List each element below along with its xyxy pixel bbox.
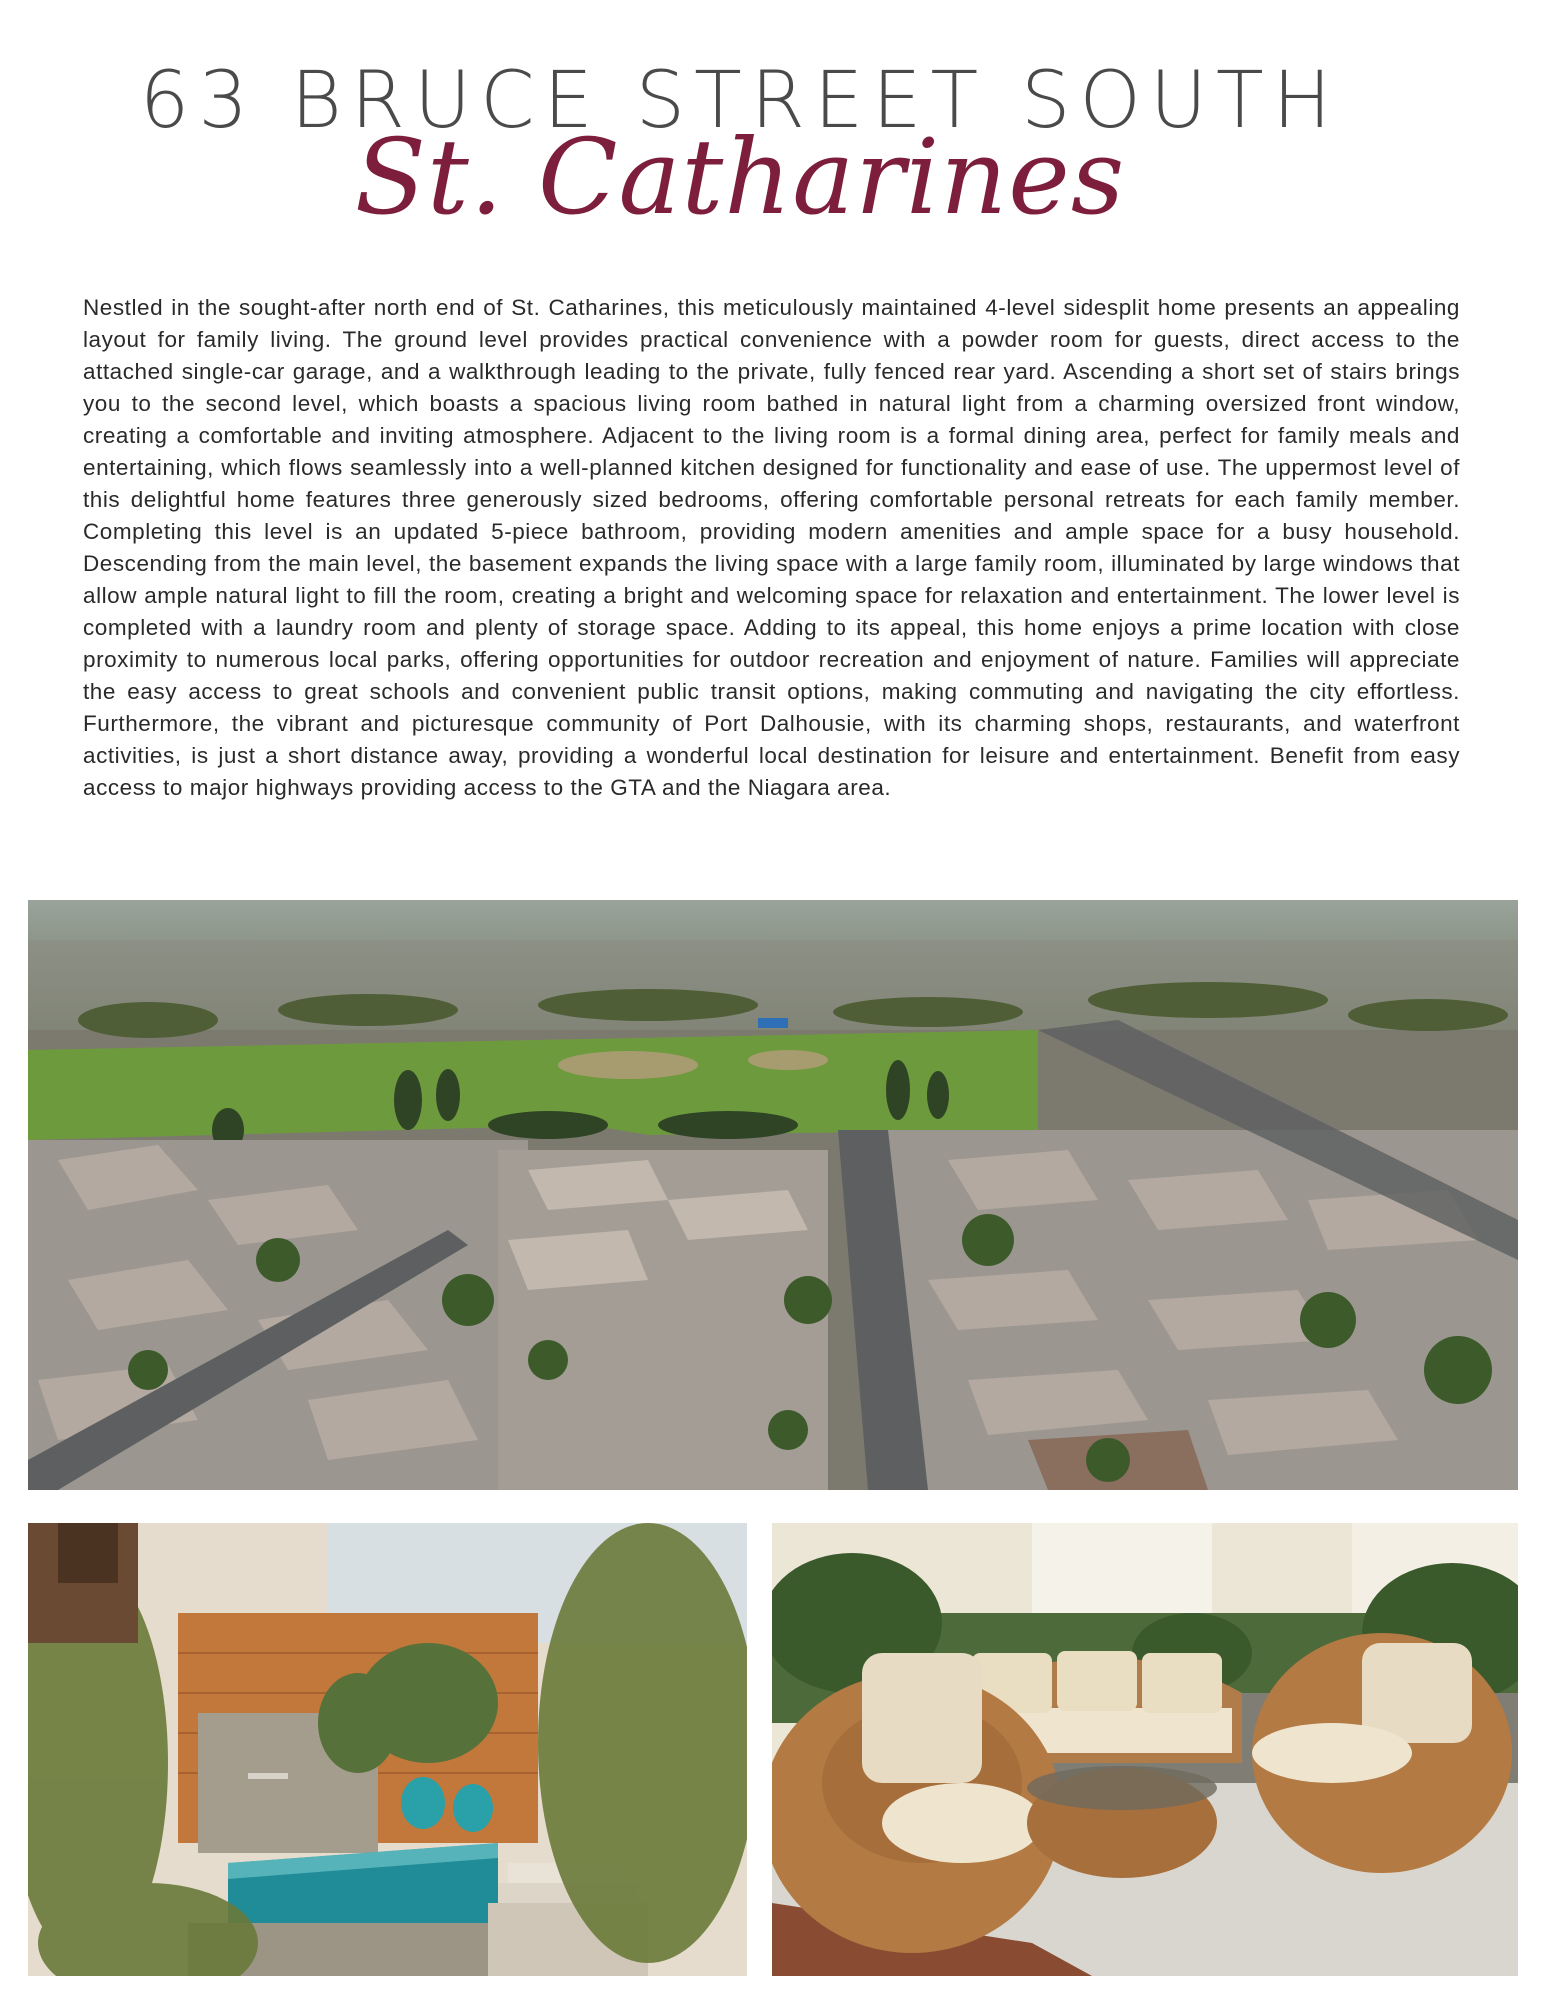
city-script-title: St. Catharines — [354, 116, 1126, 238]
address-title: 63 BRUCE STREET SOUTH — [139, 56, 1341, 146]
aerial-neighbourhood-photo — [28, 900, 1518, 1490]
property-description: Nestled in the sought-after north end of St. Catharines, this meticulously maintained 4-level sidesplit home presents an appealing layout for family living. The ground level provides practical convenience with a powder room for guests, direct access to the attached single-car garage, and a walkthrough leading to the private, fully fenced rear yard. Ascending a short set of stairs brings you to the second level, which boasts a spacious living room bathed in natural light from a charming oversized front window, creating a comfortable and inviting atmosphere. Adjacent to the living room is a formal dining area, perfect for family meals and entertaining, which flows seamlessly into a well-planned kitchen designed for functionality and ease of use. The uppermost level of this delightful home features three generously sized bedrooms, offering comfortable personal retreats for each family member. Completing this level is an updated 5-piece bathroom, providing modern amenities and ample space for a busy household. Descending from the main level, the basement expands the living space with a large family room, illuminated by large windows that allow ample natural light to fill the room, creating a bright and welcoming space for relaxation and entertainment. The lower level is completed with a laundry room and plenty of storage space. Adding to its appeal, this home enjoys a prime location with close proximity to numerous local parks, offering opportunities for outdoor recreation and enjoyment of nature. Families will appreciate the easy access to great schools and convenient public transit options, making commuting and navigating the city effortless. Furthermore, the vibrant and picturesque community of Port Dalhousie, with its charming shops, restaurants, and waterfront activities, is just a short distance away, providing a wonderful local destination for leisure and entertainment. Benefit from easy access to major highways providing access to the GTA and the Niagara area. — [83, 295, 1460, 800]
wicker-patio-furniture-photo — [772, 1523, 1518, 1976]
courtyard-plunge-pool-photo — [28, 1523, 747, 1976]
